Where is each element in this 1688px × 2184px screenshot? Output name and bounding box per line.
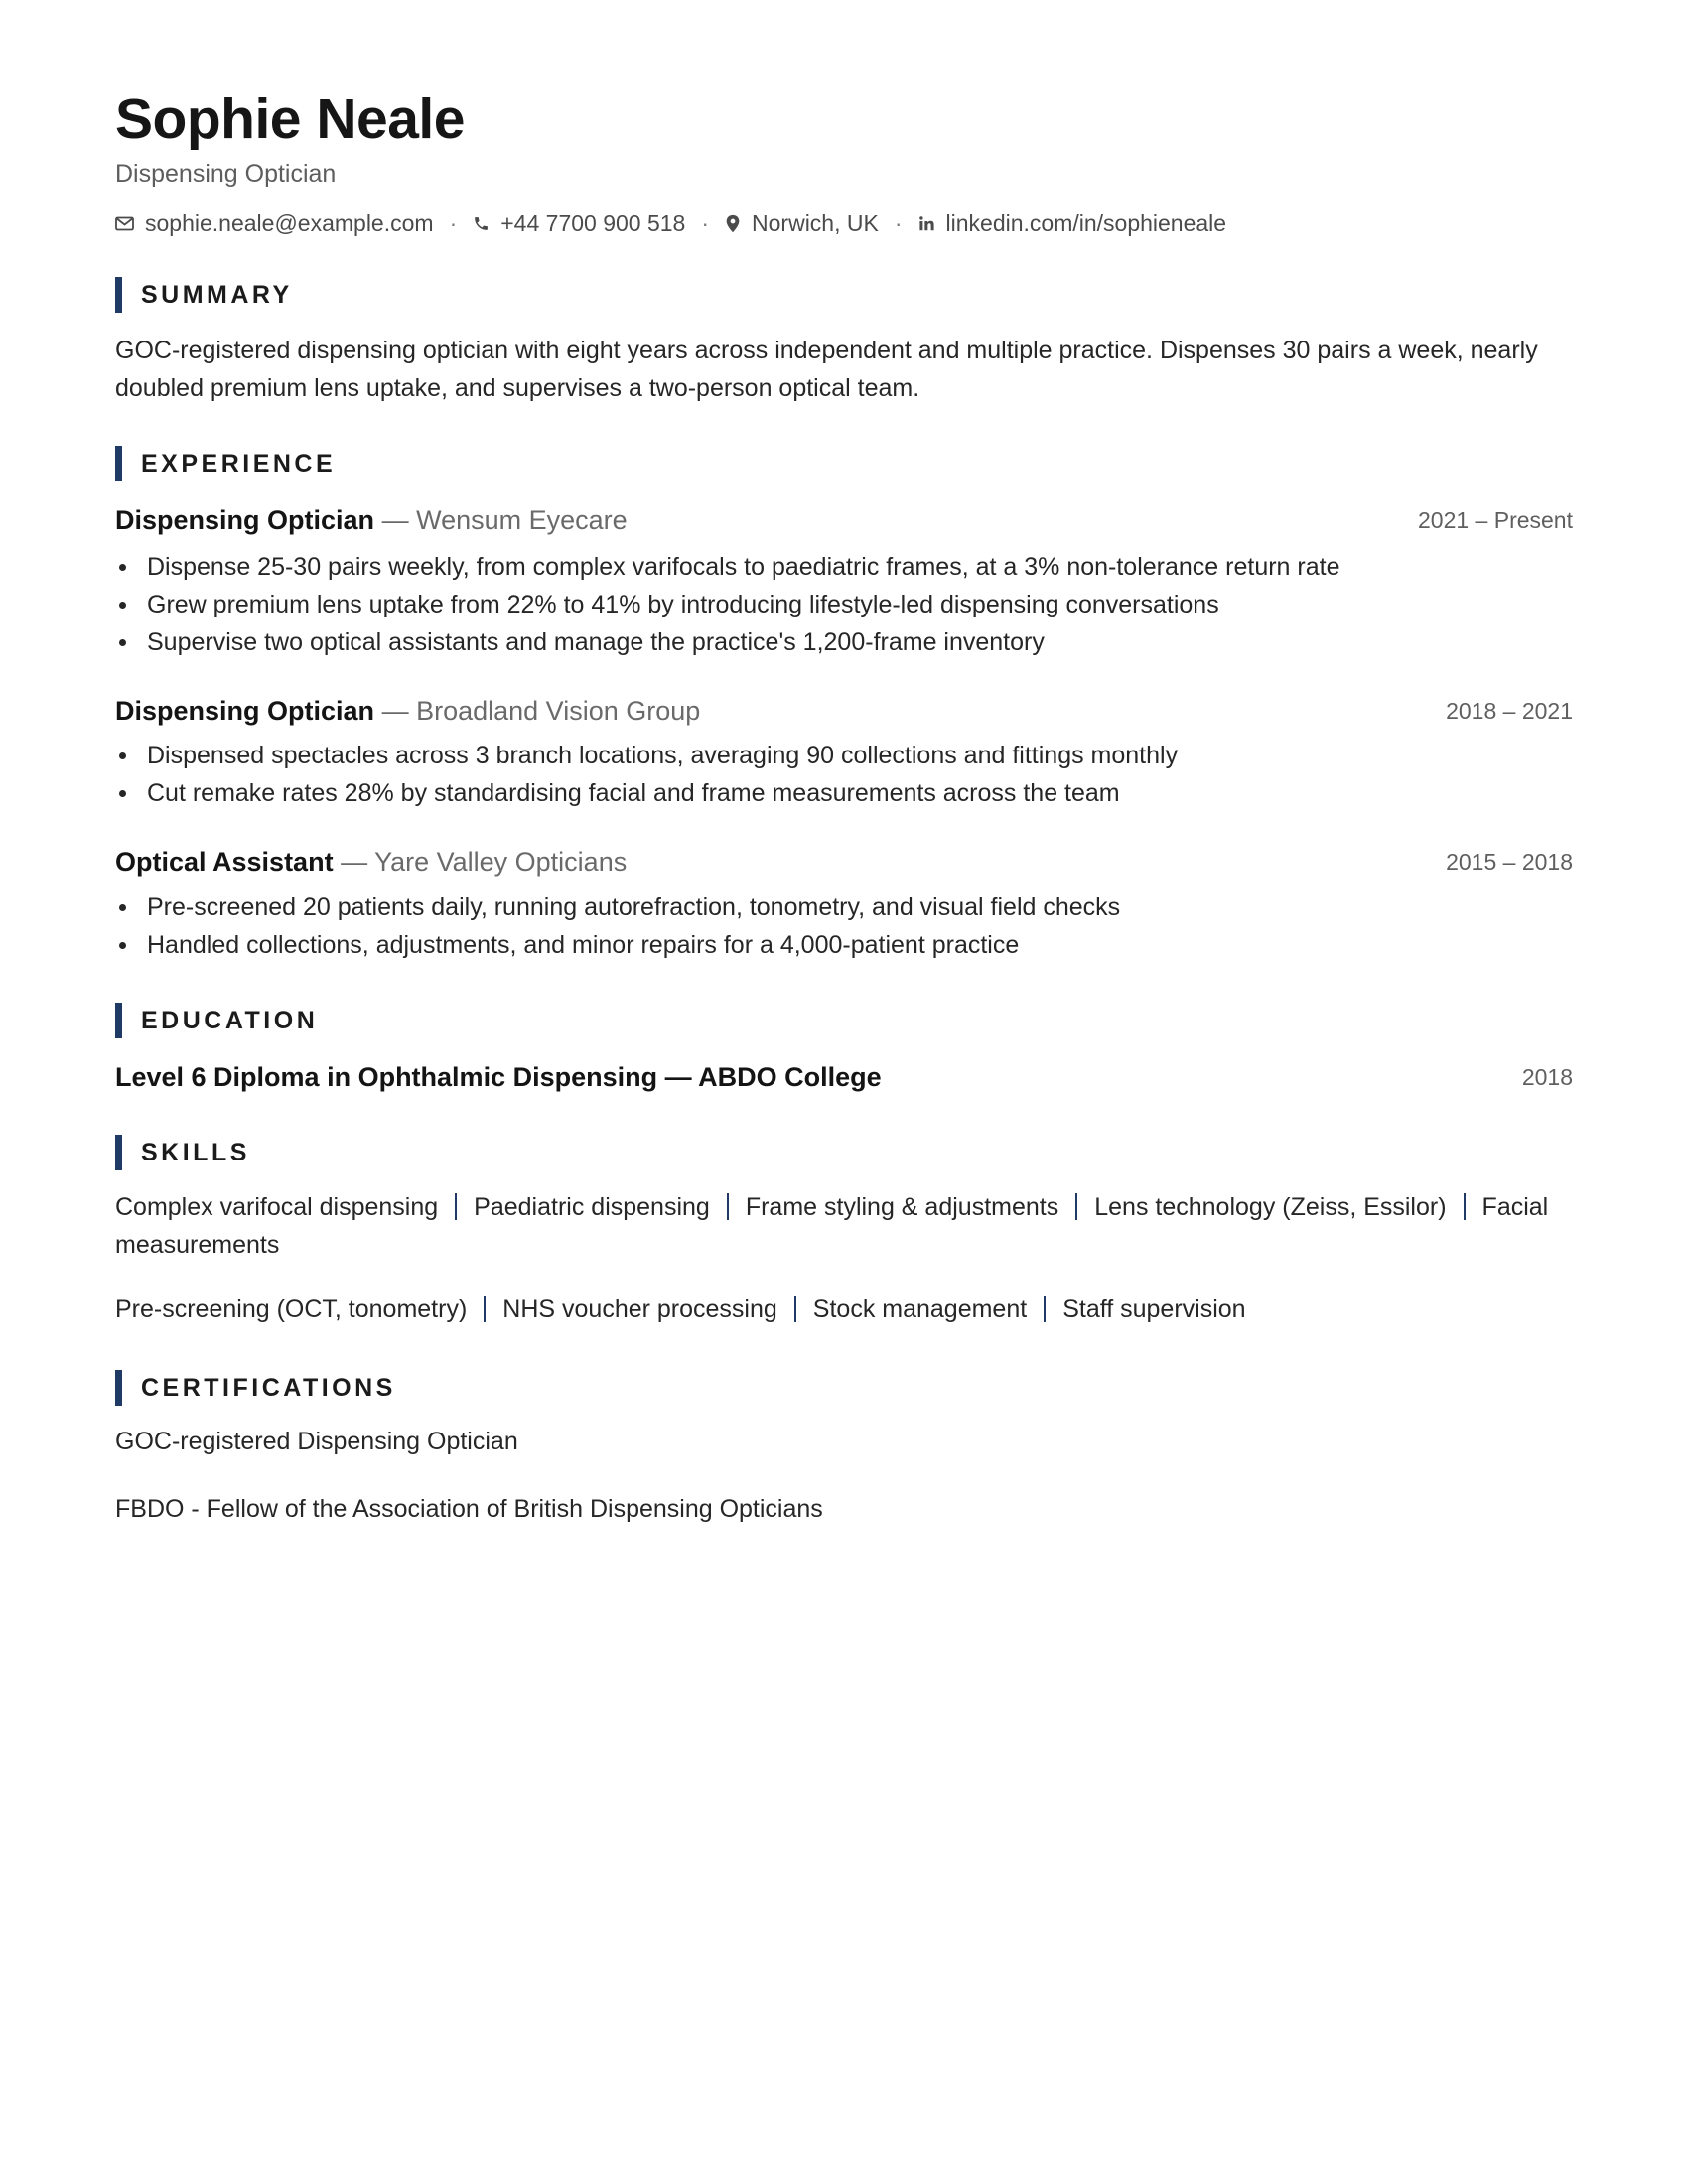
certification-item: GOC-registered Dispensing Optician (115, 1428, 518, 1455)
job-bullets (115, 548, 1573, 661)
contact-separator: · (894, 209, 903, 236)
skills-title: SKILLS (141, 1138, 250, 1166)
summary-heading (115, 277, 293, 313)
section-accent-bar (115, 446, 122, 481)
experience-heading (115, 446, 336, 481)
job-header (115, 843, 1573, 881)
skill-divider (484, 1296, 486, 1322)
skills-heading (115, 1135, 250, 1170)
job-dash: — (381, 695, 409, 726)
job-header (115, 692, 1573, 730)
job-heading (115, 505, 628, 536)
certifications-heading (115, 1370, 396, 1406)
education-title: EDUCATION (141, 1006, 319, 1034)
skill-item: Staff supervision (1062, 1296, 1246, 1323)
job-bullets (115, 737, 1573, 812)
section-accent-bar (115, 277, 122, 313)
contact-linkedin-text: linkedin.com/in/sophieneale (945, 209, 1227, 236)
bullet-item: Dispensed spectacles across 3 branch locations, averaging 90 collections and fittings monthly (115, 737, 1573, 774)
education-degree: Level 6 Diploma in Ophthalmic Dispensing — ABDO College (115, 1061, 882, 1092)
section-accent-bar (115, 1003, 122, 1038)
bullet-item: Handled collections, adjustments, and minor repairs for a 4,000-patient practice (115, 926, 1573, 964)
job-company: Wensum Eyecare (416, 504, 628, 535)
job-heading (115, 847, 627, 878)
linkedin-icon (918, 215, 935, 232)
skill-divider (455, 1193, 457, 1220)
bullet-item: Grew premium lens uptake from 22% to 41% by introducing lifestyle-led dispensing conversations (115, 586, 1573, 623)
skill-item: Frame styling & adjustments (745, 1193, 1059, 1221)
job-title: Dispensing Optician (115, 504, 375, 535)
job-dash: — (381, 504, 409, 535)
job-title: Optical Assistant (115, 846, 334, 877)
contact-linkedin[interactable] (918, 210, 1227, 237)
contact-location (725, 210, 879, 237)
location-pin-icon (725, 214, 741, 233)
contact-separator: · (701, 209, 710, 236)
candidate-name: Sophie Neale (115, 87, 465, 151)
skill-item: NHS voucher processing (502, 1296, 777, 1323)
mail-icon (115, 216, 134, 231)
bullet-item: Pre-screened 20 patients daily, running autorefraction, tonometry, and visual field checks (115, 888, 1573, 926)
skill-item: Pre-screening (OCT, tonometry) (115, 1296, 468, 1323)
skill-divider (1464, 1193, 1466, 1220)
bullet-item: Dispense 25-30 pairs weekly, from complex varifocals to paediatric frames, at a 3% non-tolerance return rate (115, 548, 1573, 586)
experience-title: EXPERIENCE (141, 449, 337, 478)
skill-item: Stock management (812, 1296, 1028, 1323)
job-dates: 2021 – Present (1417, 506, 1573, 533)
skill-item: Complex varifocal dispensing (115, 1193, 439, 1221)
skill-item: Paediatric dispensing (474, 1193, 710, 1221)
phone-icon (473, 215, 490, 232)
skill-item: Lens technology (Zeiss, Essilor) (1094, 1193, 1447, 1221)
job-heading (115, 696, 700, 727)
job-dash: — (341, 846, 368, 877)
skills-group (115, 1188, 1573, 1264)
certification-item: FBDO - Fellow of the Association of British Dispensing Opticians (115, 1495, 823, 1523)
skill-divider (794, 1296, 796, 1322)
contact-email[interactable] (115, 210, 434, 237)
skills-group (115, 1291, 1573, 1328)
contact-location-text: Norwich, UK (752, 209, 879, 236)
section-accent-bar (115, 1370, 122, 1406)
summary-title: SUMMARY (141, 280, 293, 309)
candidate-role: Dispensing Optician (115, 160, 337, 188)
summary-text: GOC-registered dispensing optician with eight years across independent and multiple practice. Dispenses 30 pairs a week, nearly doubled premium lens uptake, and supervises a two-person optical team. (115, 337, 1538, 402)
section-accent-bar (115, 1135, 122, 1170)
contact-separator: · (449, 209, 458, 236)
skill-divider (1044, 1296, 1046, 1322)
contact-phone[interactable] (473, 210, 685, 237)
certifications-title: CERTIFICATIONS (141, 1373, 396, 1402)
job-dates: 2015 – 2018 (1446, 848, 1573, 875)
skill-divider (727, 1193, 729, 1220)
contact-phone-text: +44 7700 900 518 (500, 209, 686, 236)
education-entry (115, 1058, 1573, 1096)
bullet-item: Cut remake rates 28% by standardising facial and frame measurements across the team (115, 774, 1573, 812)
job-dates: 2018 – 2021 (1446, 697, 1573, 724)
education-heading (115, 1003, 318, 1038)
job-title: Dispensing Optician (115, 695, 375, 726)
skill-item: Facial measurements (115, 1193, 1549, 1259)
job-header (115, 501, 1573, 539)
job-company: Broadland Vision Group (416, 695, 701, 726)
contact-email-text: sophie.neale@example.com (145, 209, 434, 236)
job-bullets (115, 888, 1573, 964)
bullet-item: Supervise two optical assistants and manage the practice's 1,200-frame inventory (115, 623, 1573, 661)
skill-divider (1075, 1193, 1077, 1220)
education-date: 2018 (1521, 1063, 1573, 1090)
contact-line (115, 206, 1226, 240)
job-company: Yare Valley Opticians (374, 846, 628, 877)
